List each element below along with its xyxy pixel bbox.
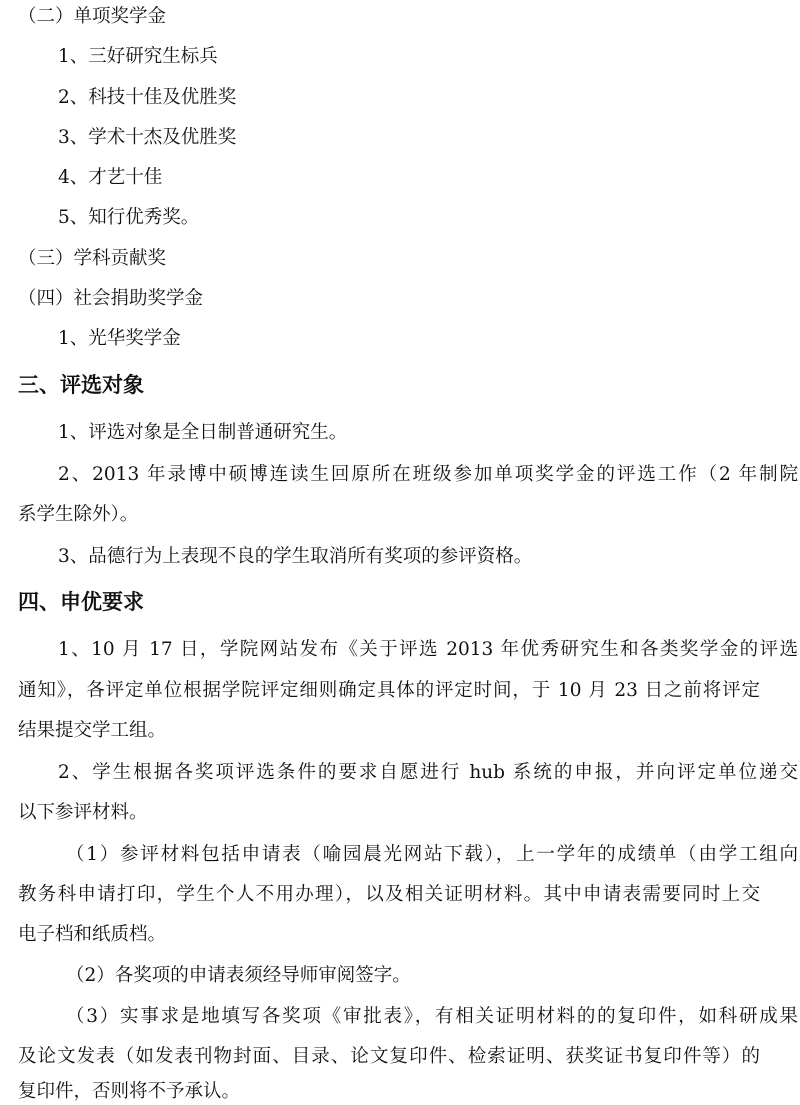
category-contribution-award: （三）学科贡献奖 — [18, 248, 167, 269]
list-item: 1、三好研究生标兵 — [58, 46, 218, 67]
paragraph: （2）各奖项的申请表须经导师审阅签字。 — [66, 965, 411, 986]
paragraph-line: （3）实事求是地填写各奖项《审批表》，有相关证明材料的的复印件，如科研成果 — [66, 1006, 798, 1027]
paragraph-line: 教务科申请打印，学生个人不用办理），以及相关证明材料。其中申请表需要同时上交 — [18, 884, 760, 905]
section-heading-eligibility: 三、评选对象 — [18, 373, 144, 397]
paragraph-line: 系学生除外）。 — [18, 504, 139, 525]
paragraph-line: 及论文发表（如发表刊物封面、目录、论文复印件、检索证明、获奖证书复印件等）的 — [18, 1046, 760, 1067]
list-item: 5、知行优秀奖。 — [58, 207, 200, 228]
section-heading-requirements: 四、申优要求 — [18, 590, 144, 614]
paragraph-line: 通知》，各评定单位根据学院评定细则确定具体的评定时间，于 10 月 23 日之前将评定 — [18, 680, 760, 701]
category-social-scholarship: （四）社会捐助奖学金 — [18, 288, 204, 309]
list-item: 2、科技十佳及优胜奖 — [58, 87, 237, 108]
paragraph-line: 电子档和纸质档。 — [18, 924, 167, 945]
paragraph-line: 2、2013 年录博中硕博连读生回原所在班级参加单项奖学金的评选工作（2 年制院 — [58, 464, 798, 485]
paragraph-line: 1、10 月 17 日，学院网站发布《关于评选 2013 年优秀研究生和各类奖学金的评选 — [58, 639, 798, 660]
paragraph-line: 2、学生根据各奖项评选条件的要求自愿进行 hub 系统的申报，并向评定单位递交 — [58, 762, 798, 783]
list-item: 3、学术十杰及优胜奖 — [58, 127, 237, 148]
paragraph: 1、评选对象是全日制普通研究生。 — [58, 422, 348, 443]
paragraph-line: 结果提交学工组。 — [18, 720, 167, 741]
paragraph: 3、品德行为上表现不良的学生取消所有奖项的参评资格。 — [58, 546, 533, 567]
paragraph-line: （1）参评材料包括申请表（喻园晨光网站下载），上一学年的成绩单（由学工组向 — [66, 844, 798, 865]
paragraph-line: 复印件，否则将不予承认。 — [18, 1081, 241, 1102]
list-item: 1、光华奖学金 — [58, 328, 181, 349]
category-single-scholarship: （二）单项奖学金 — [18, 6, 167, 27]
list-item: 4、才艺十佳 — [58, 167, 163, 188]
paragraph-line: 以下参评材料。 — [18, 802, 148, 823]
